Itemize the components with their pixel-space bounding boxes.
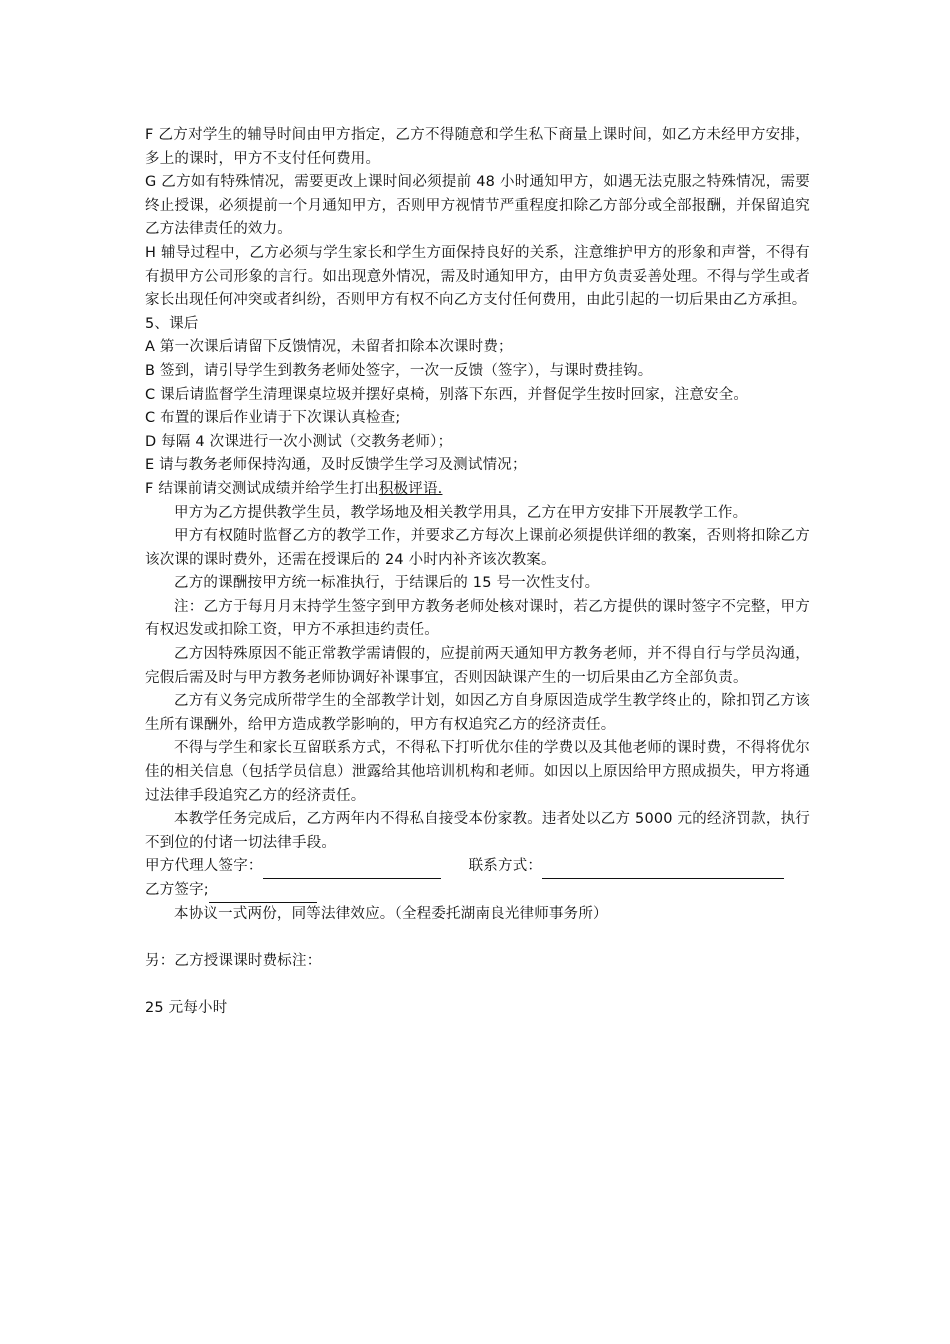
closing-statement: 本协议一式两份，同等法律效应。（全程委托湖南良光律师事务所）: [174, 905, 608, 922]
after-class-item-e: E 请与教务老师保持沟通，及时反馈学生学习及测试情况；: [145, 457, 527, 474]
signature-line-a: [145, 855, 810, 879]
after-class-item-c1: C 课后请监督学生清理课桌垃圾并摆好桌椅，别落下东西，并督促学生按时回家，注意安全。: [145, 386, 749, 403]
fee-rate: 25 元每小时: [145, 999, 228, 1016]
section-5-heading: 5、课后: [145, 315, 199, 332]
spacer: [145, 973, 810, 997]
signature-line-b: [145, 879, 810, 903]
clause-h: H 辅导过程中，乙方必须与学生家长和学生方面保持良好的关系，注意维护甲方的形象和声誉，不得有有损甲方公司形象的言行。如出现意外情况，需及时通知甲方，由甲方负责妥善处理。不得与学生或者家长出现任何冲突或者纠纷，否则甲方有权不向乙方支付任何费用，由此引起的一切后果由乙方承担。: [145, 244, 810, 309]
party-a-agent-label: 甲方代理人签字：: [145, 858, 263, 875]
fee-note-label: 另：乙方授课课时费标注：: [145, 952, 322, 969]
after-class-item-c2: C 布置的课后作业请于下次课认真检查;: [145, 410, 401, 427]
after-class-item-d: D 每隔 4 次课进行一次小测试（交教务老师）；: [145, 433, 453, 450]
clause-f: F 乙方对学生的辅导时间由甲方指定，乙方不得随意和学生私下商量上课时间，如乙方未经甲方安排，多上的课时，甲方不支付任何费用。: [145, 127, 810, 167]
clause-leave: 乙方因特殊原因不能正常教学需请假的，应提前两天通知甲方教务老师，并不得自行与学员沟通，完假后需及时与甲方教务老师协调好补课事宜，否则因缺课产生的一切后果由乙方全部负责。: [145, 646, 810, 686]
clause-note: 注：乙方于每月月末持学生签字到甲方教务老师处核对课时，若乙方提供的课时签字不完整，甲方有权迟发或扣除工资，甲方不承担违约责任。: [145, 598, 810, 639]
party-a-signature-blank[interactable]: [263, 861, 441, 879]
clause-confidentiality: 不得与学生和家长互留联系方式，不得私下打听优尔佳的学费以及其他老师的课时费，不得将优尔佳的相关信息（包括学员信息）泄露给其他培训机构和老师。如因以上原因给甲方照成损失，甲方将通过法律手段追究乙方的经济责任。: [145, 740, 810, 804]
document-page: [145, 124, 810, 1021]
party-b-signature-blank[interactable]: [209, 885, 317, 903]
party-b-label: 乙方签字;: [145, 882, 209, 898]
item-f-underlined: 积极评语.: [378, 480, 443, 497]
clause-non-compete: 本教学任务完成后，乙方两年内不得私自接受本份家教。违者处以乙方 5000 元的经济罚款，执行不到位的付诸一切法律手段。: [145, 811, 810, 851]
clause-g: G 乙方如有特殊情况，需要更改上课时间必须提前 48 小时通知甲方，如遇无法克服之特殊情况，需要终止授课，必须提前一个月通知甲方，否则甲方视情节严重程度扣除乙方部分或全部报酬，并保留追究乙方法律责任的效力。: [145, 174, 810, 238]
after-class-item-f: [145, 478, 810, 502]
after-class-item-a: A 第一次课后请留下反馈情况，未留者扣除本次课时费；: [145, 339, 513, 356]
spacer: [145, 926, 810, 950]
contact-blank[interactable]: [542, 861, 784, 879]
after-class-item-b: B 签到，请引导学生到教务老师处签字，一次一反馈（签字），与课时费挂钩。: [145, 362, 653, 379]
clause-payment: 乙方的课酬按甲方统一标准执行，于结课后的 15 号一次性支付。: [174, 575, 600, 592]
clause-provision: 甲方为乙方提供教学生员，教学场地及相关教学用具，乙方在甲方安排下开展教学工作。: [174, 504, 748, 521]
clause-supervision: 甲方有权随时监督乙方的教学工作，并要求乙方每次上课前必须提供详细的教案，否则将扣除乙方该次课的课时费外，还需在授课后的 24 小时内补齐该次教案。: [145, 528, 810, 568]
item-f-text: F 结课前请交测试成绩并给学生打出: [145, 480, 379, 497]
clause-obligation: 乙方有义务完成所带学生的全部教学计划，如因乙方自身原因造成学生教学终止的，除扣罚乙方该生所有课酬外，给甲方造成教学影响的，甲方有权追究乙方的经济责任。: [145, 693, 810, 733]
contact-label: 联系方式：: [468, 858, 543, 875]
